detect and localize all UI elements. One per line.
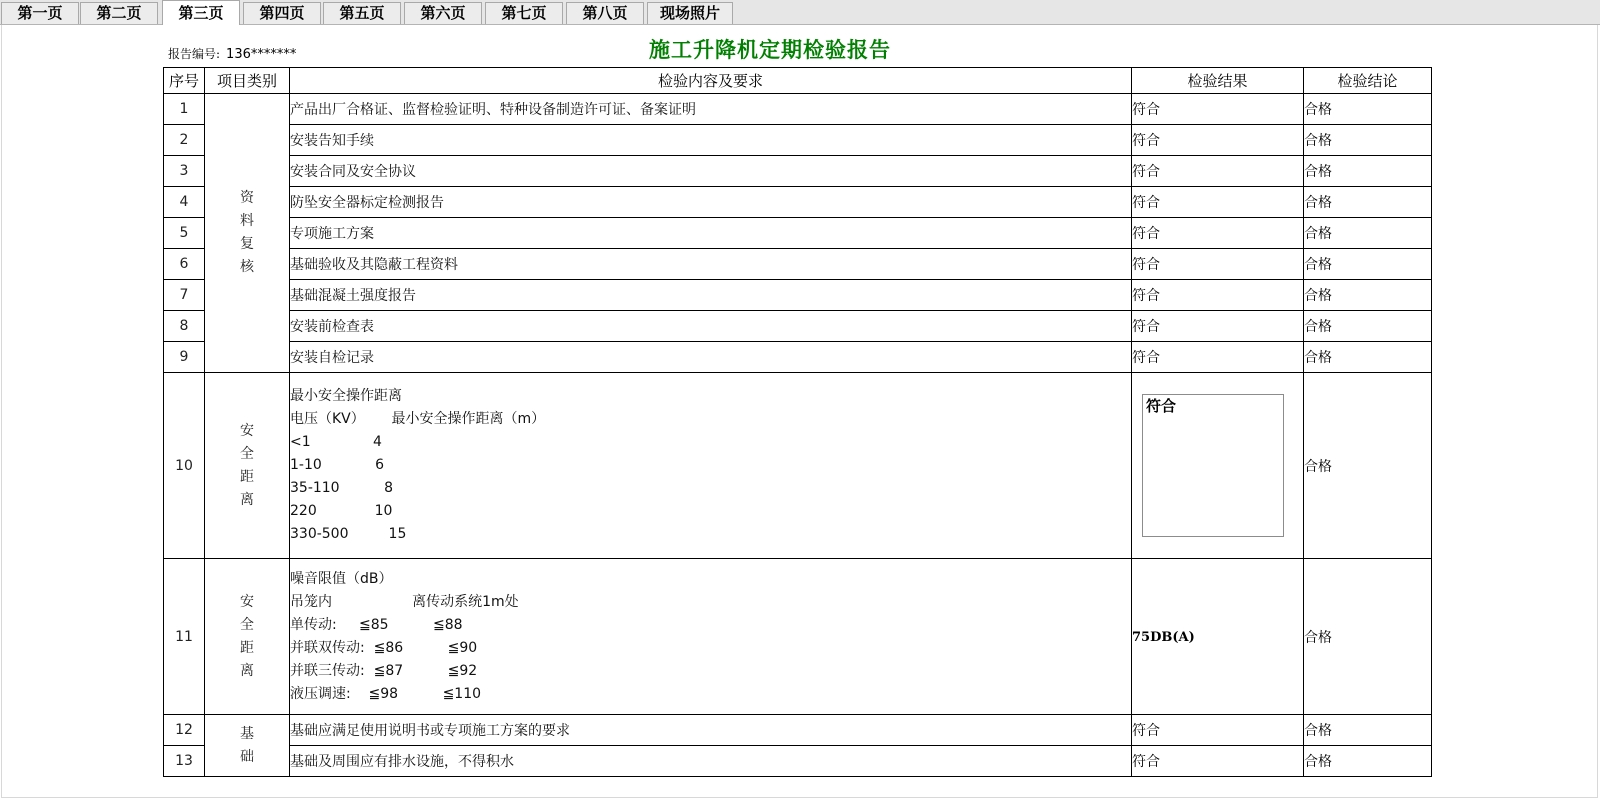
conclusion-cell[interactable]: 合格 — [1304, 125, 1432, 156]
category-cell-safety-distance — [205, 559, 290, 715]
category-char: 核 — [240, 259, 254, 275]
result-cell[interactable]: 符合 — [1132, 249, 1304, 280]
requirement-line: 液压调速: ≦98 ≦110 — [290, 685, 482, 702]
report-number — [168, 45, 296, 62]
conclusion-cell[interactable]: 合格 — [1304, 746, 1432, 777]
tab-page-6[interactable]: 第六页 — [404, 2, 482, 24]
result-cell[interactable]: 符合 — [1132, 280, 1304, 311]
tab-page-7[interactable]: 第七页 — [485, 2, 563, 24]
table-row — [164, 125, 1432, 156]
conclusion-cell[interactable]: 合格 — [1304, 311, 1432, 342]
category-char: 离 — [240, 491, 254, 508]
row-number: 2 — [164, 125, 205, 156]
category-char: 复 — [240, 236, 254, 252]
category-char: 安 — [240, 593, 254, 610]
requirement-line: 最小安全操作距离 — [290, 388, 402, 404]
result-cell[interactable]: 符合 — [1132, 218, 1304, 249]
category-char: 全 — [240, 616, 254, 633]
header-category: 项目类别 — [205, 68, 290, 94]
conclusion-cell[interactable]: 合格 — [1304, 249, 1432, 280]
table-row — [164, 715, 1432, 746]
row-number: 7 — [164, 280, 205, 311]
category-cell-documents — [205, 94, 290, 373]
inspection-table — [163, 67, 1432, 777]
requirement-line: 吊笼内 离传动系统1m处 — [290, 593, 519, 610]
table-row — [164, 342, 1432, 373]
header-no: 序号 — [164, 68, 205, 94]
table-header-row — [164, 68, 1432, 94]
tab-page-2[interactable]: 第二页 — [80, 2, 158, 24]
category-char: 安 — [240, 422, 254, 439]
item-content: 安装前检查表 — [290, 311, 1132, 342]
result-cell[interactable]: 符合 — [1132, 125, 1304, 156]
item-content: 基础验收及其隐蔽工程资料 — [290, 249, 1132, 280]
requirement-line: 35-110 8 — [290, 480, 393, 496]
item-content: 安装合同及安全协议 — [290, 156, 1132, 187]
report-number-label: 报告编号: — [168, 47, 221, 61]
item-content: 基础混凝土强度报告 — [290, 280, 1132, 311]
conclusion-cell[interactable]: 合格 — [1304, 280, 1432, 311]
conclusion-cell[interactable]: 合格 — [1304, 373, 1432, 559]
requirement-line: 并联双传动: ≦86 ≦90 — [290, 639, 478, 656]
result-textarea[interactable]: 符合 — [1142, 394, 1284, 537]
header-content: 检验内容及要求 — [290, 68, 1132, 94]
noise-limit-requirements — [290, 559, 1132, 715]
category-char: 距 — [240, 468, 254, 485]
conclusion-cell[interactable]: 合格 — [1304, 715, 1432, 746]
category-char: 资 — [240, 190, 254, 206]
noise-result-value: 75DB(A) — [1132, 629, 1195, 645]
row-number: 8 — [164, 311, 205, 342]
table-row — [164, 156, 1432, 187]
item-content: 安装自检记录 — [290, 342, 1132, 373]
row-number: 4 — [164, 187, 205, 218]
tab-page-4[interactable]: 第四页 — [243, 2, 321, 24]
tab-page-1[interactable]: 第一页 — [1, 2, 79, 24]
item-content: 基础及周围应有排水设施，不得积水 — [290, 746, 1132, 777]
row-number: 6 — [164, 249, 205, 280]
table-row — [164, 311, 1432, 342]
requirement-line: 220 10 — [290, 503, 393, 519]
category-char: 离 — [240, 662, 254, 679]
table-row — [164, 187, 1432, 218]
category-char: 距 — [240, 639, 254, 656]
requirement-line: 单传动: ≦85 ≦88 — [290, 616, 463, 633]
result-cell[interactable]: 符合 — [1132, 156, 1304, 187]
result-cell[interactable]: 符合 — [1132, 342, 1304, 373]
requirement-line: 330-500 15 — [290, 526, 407, 542]
table-row — [164, 218, 1432, 249]
requirement-line: 电压（KV） 最小安全操作距离（m） — [290, 411, 546, 427]
result-cell[interactable]: 符合 — [1132, 94, 1304, 125]
requirement-line: 并联三传动: ≦87 ≦92 — [290, 662, 478, 679]
requirement-line: 噪音限值（dB） — [290, 570, 393, 587]
tab-page-5[interactable]: 第五页 — [323, 2, 401, 24]
report-number-value: 136******* — [226, 47, 297, 62]
item-content: 产品出厂合格证、监督检验证明、特种设备制造许可证、备案证明 — [290, 94, 1132, 125]
row-number: 5 — [164, 218, 205, 249]
conclusion-cell[interactable]: 合格 — [1304, 342, 1432, 373]
row-number: 10 — [164, 373, 205, 559]
header-conclusion: 检验结论 — [1304, 68, 1432, 94]
report-title: 施工升降机定期检验报告 — [649, 37, 891, 62]
row-number: 9 — [164, 342, 205, 373]
item-content: 安装告知手续 — [290, 125, 1132, 156]
category-cell-foundation — [205, 715, 290, 777]
item-content: 防坠安全器标定检测报告 — [290, 187, 1132, 218]
table-row — [164, 746, 1432, 777]
category-char: 全 — [240, 445, 254, 462]
row-number: 11 — [164, 559, 205, 715]
safety-distance-requirements — [290, 373, 1132, 559]
table-row — [164, 280, 1432, 311]
item-content: 基础应满足使用说明书或专项施工方案的要求 — [290, 715, 1132, 746]
table-row — [164, 94, 1432, 125]
conclusion-cell[interactable]: 合格 — [1304, 218, 1432, 249]
requirement-line: <1 4 — [290, 434, 382, 450]
category-char: 基 — [240, 725, 254, 742]
item-content: 专项施工方案 — [290, 218, 1132, 249]
conclusion-cell[interactable]: 合格 — [1304, 94, 1432, 125]
table-row — [164, 373, 1432, 559]
result-cell[interactable]: 符合 — [1132, 715, 1304, 746]
result-cell[interactable]: 符合 — [1132, 311, 1304, 342]
row-number: 13 — [164, 746, 205, 777]
result-cell[interactable]: 符合 — [1132, 746, 1304, 777]
category-char: 料 — [240, 213, 254, 229]
conclusion-cell[interactable]: 合格 — [1304, 187, 1432, 218]
header-result: 检验结果 — [1132, 68, 1304, 94]
category-char: 础 — [240, 748, 254, 765]
tab-page-3[interactable]: 第三页 — [162, 0, 240, 25]
tab-page-8[interactable]: 第八页 — [566, 2, 644, 24]
page-tab-bar — [0, 0, 1600, 25]
row-number: 12 — [164, 715, 205, 746]
category-cell-safety-distance — [205, 373, 290, 559]
conclusion-cell[interactable]: 合格 — [1304, 559, 1432, 715]
row-number: 3 — [164, 156, 205, 187]
conclusion-cell[interactable]: 合格 — [1304, 156, 1432, 187]
result-cell — [1132, 373, 1304, 559]
tab-site-photos[interactable]: 现场照片 — [647, 2, 733, 24]
result-cell[interactable]: 符合 — [1132, 187, 1304, 218]
result-cell[interactable] — [1132, 559, 1304, 715]
row-number: 1 — [164, 94, 205, 125]
table-row — [164, 559, 1432, 715]
requirement-line: 1-10 6 — [290, 457, 385, 473]
table-row — [164, 249, 1432, 280]
